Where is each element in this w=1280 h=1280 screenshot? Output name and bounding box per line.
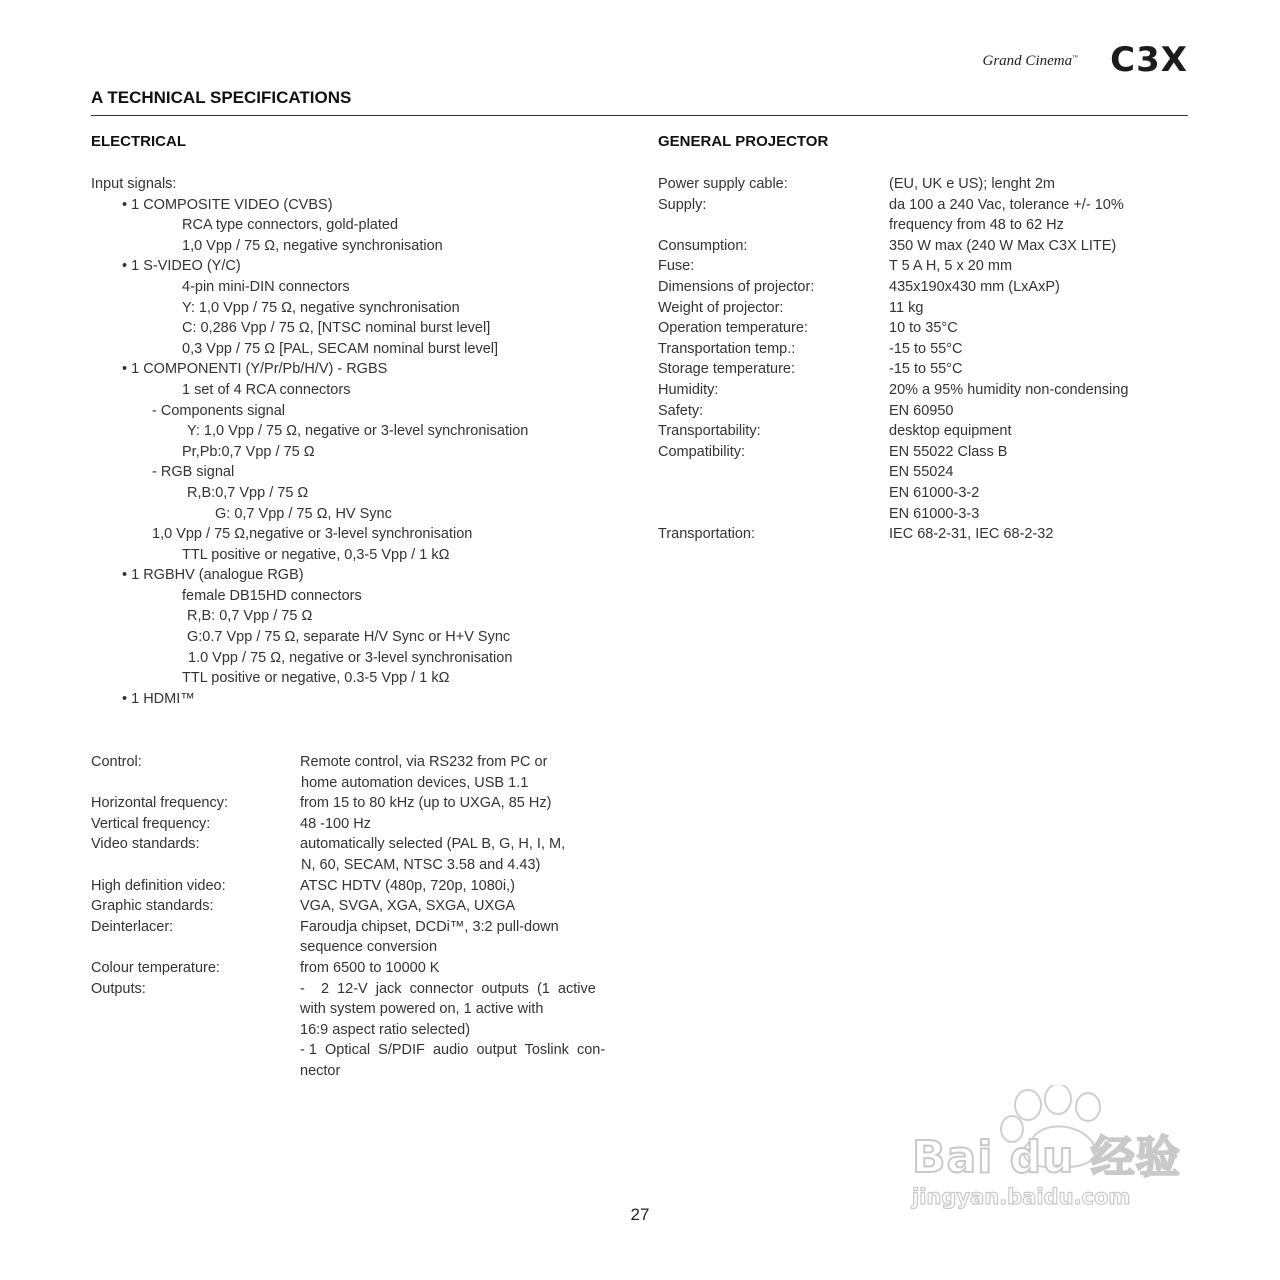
- spec-label: Compatibility:: [658, 443, 746, 460]
- spec-value: automatically selected (PAL B, G, H, I, M,: [300, 836, 566, 853]
- spec-value: IEC 68-2-31, IEC 68-2-32: [889, 526, 1054, 543]
- spec-row-outputs: [91, 979, 631, 1000]
- spec-label: Outputs:: [91, 980, 146, 997]
- spec-row-transportation-temp: [658, 339, 1188, 360]
- spec-row-continuation: [91, 999, 631, 1020]
- spec-label: Fuse:: [658, 258, 695, 275]
- spec-value: 350 W max (240 W Max C3X LITE): [889, 237, 1117, 254]
- spec-row-control: [91, 752, 631, 773]
- spec-label: Transportation:: [658, 526, 755, 543]
- spec-value: EN 55022 Class B: [889, 443, 1008, 460]
- spec-line: 1 set of 4 RCA connectors: [182, 381, 351, 398]
- spec-value: 48 -100 Hz: [300, 815, 371, 832]
- spec-row-transportability: [658, 421, 1188, 442]
- spec-row-continuation: [91, 1040, 631, 1061]
- spec-line: - RGB signal: [152, 464, 235, 481]
- spec-row-transportation: [658, 524, 1188, 545]
- spec-value: T 5 A H, 5 x 20 mm: [889, 258, 1013, 275]
- spec-line: G:0.7 Vpp / 75 Ω, separate H/V Sync or H+V Sync: [187, 629, 511, 646]
- spec-row-safety: [658, 401, 1188, 422]
- spec-line: TTL positive or negative, 0.3-5 Vpp / 1 kΩ: [182, 670, 450, 687]
- spec-row-continuation: [658, 462, 1188, 483]
- spec-row-continuation: [658, 504, 1188, 525]
- spec-line: • 1 HDMI™: [122, 690, 195, 707]
- watermark-url: jingyan.baidu.com: [912, 1185, 1131, 1209]
- spec-value: - 1 Optical S/PDIF audio output Toslink con-: [300, 1042, 606, 1059]
- spec-value: 435x190x430 mm (LxAxP): [889, 278, 1060, 295]
- spec-value: - 2 12-V jack connector outputs (1 active: [300, 980, 596, 997]
- spec-value: home automation devices, USB 1.1: [301, 774, 529, 791]
- spec-line: 1,0 Vpp / 75 Ω, negative synchronisation: [182, 237, 443, 254]
- spec-line: Y: 1,0 Vpp / 75 Ω, negative synchronisation: [182, 299, 460, 316]
- spec-value: Faroudja chipset, DCDi™, 3:2 pull-down: [300, 918, 559, 935]
- brand-c3x-mark: C3X: [1110, 40, 1188, 80]
- spec-value: 10 to 35°C: [889, 320, 958, 337]
- spec-row-supply: [658, 195, 1188, 216]
- spec-label: Safety:: [658, 402, 704, 419]
- spec-label: Weight of projector:: [658, 299, 784, 316]
- spec-line: 0,3 Vpp / 75 Ω [PAL, SECAM nominal burst level]: [182, 340, 499, 357]
- spec-row-colour-temperature: [91, 958, 631, 979]
- spec-label: High definition video:: [91, 877, 226, 894]
- spec-row-continuation: [91, 773, 631, 794]
- spec-row-graphic-standards: [91, 896, 631, 917]
- spec-line: 4-pin mini-DIN connectors: [182, 278, 350, 295]
- spec-row-continuation: [91, 1061, 631, 1082]
- spec-line: R,B: 0,7 Vpp / 75 Ω: [187, 608, 313, 625]
- section-divider: [91, 115, 1188, 116]
- spec-row-deinterlacer: [91, 917, 631, 938]
- spec-row-compatibility: [658, 442, 1188, 463]
- spec-label: Horizontal frequency:: [91, 795, 229, 812]
- spec-value: -15 to 55°C: [889, 340, 963, 357]
- spec-row-weight: [658, 298, 1188, 319]
- page-number: 27: [630, 1205, 650, 1224]
- spec-value: nector: [300, 1062, 341, 1079]
- spec-label: Graphic standards:: [91, 898, 214, 915]
- spec-label: Operation temperature:: [658, 320, 808, 337]
- spec-row-vertical-frequency: [91, 814, 631, 835]
- spec-value: EN 60950: [889, 402, 954, 419]
- spec-label: Deinterlacer:: [91, 918, 174, 935]
- spec-row-continuation: [658, 215, 1188, 236]
- spec-line: • 1 RGBHV (analogue RGB): [122, 567, 304, 584]
- spec-value: frequency from 48 to 62 Hz: [889, 217, 1064, 234]
- brand-logo: [928, 40, 1188, 80]
- electrical-input-signals: [91, 174, 528, 709]
- spec-row-video-standards: [91, 834, 631, 855]
- spec-line: Input signals:: [91, 176, 177, 192]
- spec-row-fuse: [658, 256, 1188, 277]
- spec-line: female DB15HD connectors: [182, 587, 362, 604]
- spec-row-horizontal-frequency: [91, 793, 631, 814]
- spec-value: 11 kg: [889, 299, 924, 316]
- spec-value: with system powered on, 1 active with: [300, 1001, 544, 1018]
- spec-line: Y: 1,0 Vpp / 75 Ω, negative or 3-level synchronisation: [187, 423, 529, 440]
- spec-line: • 1 COMPONENTI (Y/Pr/Pb/H/V) - RGBS: [122, 361, 388, 378]
- spec-value: (EU, UK e US); lenght 2m: [889, 176, 1055, 192]
- spec-value: from 15 to 80 kHz (up to UXGA, 85 Hz): [300, 795, 552, 812]
- spec-line: R,B:0,7 Vpp / 75 Ω: [187, 484, 309, 501]
- spec-label: Storage temperature:: [658, 361, 796, 378]
- spec-label: Vertical frequency:: [91, 815, 211, 832]
- spec-value: EN 55024: [889, 464, 954, 481]
- spec-value: 16:9 aspect ratio selected): [300, 1021, 471, 1038]
- general-spec-table: [658, 174, 1188, 545]
- spec-line: • 1 COMPOSITE VIDEO (CVBS): [122, 196, 333, 213]
- spec-row-dimensions: [658, 277, 1188, 298]
- spec-row-operation-temperature: [658, 318, 1188, 339]
- spec-line: TTL positive or negative, 0,3-5 Vpp / 1 kΩ: [182, 546, 450, 563]
- spec-value: from 6500 to 10000 K: [300, 959, 440, 976]
- spec-value: desktop equipment: [889, 423, 1012, 440]
- spec-value: ATSC HDTV (480p, 720p, 1080i,): [300, 877, 515, 894]
- spec-label: Dimensions of projector:: [658, 278, 815, 295]
- spec-row-hd-video: [91, 876, 631, 897]
- spec-value: da 100 a 240 Vac, tolerance +/- 10%: [889, 196, 1124, 213]
- spec-row-continuation: [91, 937, 631, 958]
- spec-value: Remote control, via RS232 from PC or: [300, 754, 548, 770]
- spec-value: VGA, SVGA, XGA, SXGA, UXGA: [300, 898, 516, 915]
- spec-value: EN 61000-3-2: [889, 484, 980, 501]
- spec-label: Power supply cable:: [658, 176, 788, 192]
- spec-value: 20% a 95% humidity non-condensing: [889, 381, 1129, 398]
- spec-row-consumption: [658, 236, 1188, 257]
- spec-line: - Components signal: [152, 402, 285, 419]
- spec-row-continuation: [91, 855, 631, 876]
- spec-row-power-cable: [658, 174, 1188, 195]
- spec-line: 1.0 Vpp / 75 Ω, negative or 3-level synchronisation: [188, 649, 513, 666]
- spec-label: Humidity:: [658, 381, 719, 398]
- spec-label: Colour temperature:: [91, 959, 220, 976]
- spec-line: RCA type connectors, gold-plated: [182, 217, 399, 234]
- spec-line: 1,0 Vpp / 75 Ω,negative or 3-level synchronisation: [152, 526, 473, 543]
- watermark-text: Bai du 经验: [912, 1132, 1181, 1183]
- spec-value: sequence conversion: [300, 939, 438, 956]
- spec-line: Pr,Pb:0,7 Vpp / 75 Ω: [182, 443, 315, 460]
- brand-script-wordmark: Grand Cinema™: [982, 53, 1078, 69]
- section-title: A TECHNICAL SPECIFICATIONS: [91, 88, 352, 107]
- spec-value: EN 61000-3-3: [889, 505, 980, 522]
- spec-line: C: 0,286 Vpp / 75 Ω, [NTSC nominal burst level]: [182, 320, 491, 337]
- spec-value: -15 to 55°C: [889, 361, 963, 378]
- spec-row-humidity: [658, 380, 1188, 401]
- spec-label: Transportability:: [658, 423, 761, 440]
- spec-label: Control:: [91, 754, 142, 770]
- electrical-heading: ELECTRICAL: [91, 133, 186, 150]
- baidu-watermark: [900, 1085, 1200, 1235]
- spec-row-storage-temperature: [658, 359, 1188, 380]
- spec-row-continuation: [658, 483, 1188, 504]
- spec-row-continuation: [91, 1020, 631, 1041]
- spec-label: Consumption:: [658, 237, 748, 254]
- general-projector-heading: GENERAL PROJECTOR: [658, 133, 829, 150]
- control-spec-table: [91, 752, 631, 1082]
- spec-label: Transportation temp.:: [658, 340, 796, 357]
- spec-label: Video standards:: [91, 836, 200, 853]
- spec-line: • 1 S-VIDEO (Y/C): [122, 258, 241, 275]
- spec-value: N, 60, SECAM, NTSC 3.58 and 4.43): [301, 856, 541, 873]
- spec-line: G: 0,7 Vpp / 75 Ω, HV Sync: [215, 505, 392, 522]
- spec-label: Supply:: [658, 196, 707, 213]
